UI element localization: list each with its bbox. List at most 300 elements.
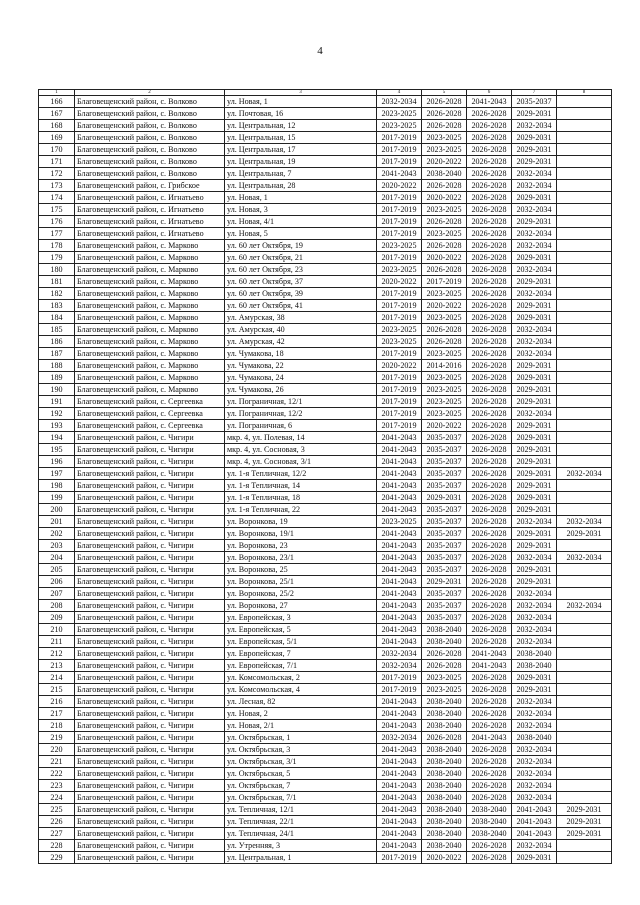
street-address-cell: ул. Лесная, 82 — [225, 696, 377, 708]
period-col-6-cell: 2026-2028 — [467, 228, 512, 240]
period-col-7-cell: 2029-2031 — [512, 156, 557, 168]
period-col-7-cell: 2038-2040 — [512, 732, 557, 744]
street-address-cell: ул. Октябрьская, 1 — [225, 732, 377, 744]
row-number-cell: 223 — [39, 780, 75, 792]
row-number-cell: 189 — [39, 372, 75, 384]
period-col-7-cell: 2029-2031 — [512, 276, 557, 288]
period-col-5-cell: 2035-2037 — [422, 528, 467, 540]
table-row — [39, 432, 612, 444]
row-number-cell: 178 — [39, 240, 75, 252]
district-settlement-cell: Благовещенский район, с. Сергеевка — [75, 420, 225, 432]
period-col-7-cell: 2029-2031 — [512, 468, 557, 480]
district-settlement-cell: Благовещенский район, с. Чигири — [75, 708, 225, 720]
row-number-cell: 184 — [39, 312, 75, 324]
period-col-6-cell: 2026-2028 — [467, 564, 512, 576]
table-row — [39, 684, 612, 696]
header-cell: 4 — [377, 90, 422, 96]
district-settlement-cell: Благовещенский район, с. Чигири — [75, 636, 225, 648]
row-number-cell: 194 — [39, 432, 75, 444]
street-address-cell: ул. Новая, 5 — [225, 228, 377, 240]
street-address-cell: ул. Европейская, 5 — [225, 624, 377, 636]
period-col-6-cell: 2026-2028 — [467, 672, 512, 684]
table-row — [39, 180, 612, 192]
district-settlement-cell: Благовещенский район, с. Чигири — [75, 768, 225, 780]
period-col-7-cell: 2029-2031 — [512, 360, 557, 372]
street-address-cell: ул. 1-я Тепличная, 22 — [225, 504, 377, 516]
district-settlement-cell: Благовещенский район, с. Волково — [75, 120, 225, 132]
period-col-7-cell: 2029-2031 — [512, 216, 557, 228]
table-row — [39, 108, 612, 120]
period-col-5-cell: 2035-2037 — [422, 456, 467, 468]
period-col-8-cell — [557, 660, 612, 672]
period-col-5-cell: 2038-2040 — [422, 720, 467, 732]
row-number-cell: 175 — [39, 204, 75, 216]
period-col-4-cell: 2041-2043 — [377, 168, 422, 180]
period-col-4-cell: 2017-2019 — [377, 672, 422, 684]
district-settlement-cell: Благовещенский район, с. Чигири — [75, 492, 225, 504]
row-number-cell: 186 — [39, 336, 75, 348]
street-address-cell: мкр. 4, ул. Сосновая, 3 — [225, 444, 377, 456]
period-col-7-cell: 2032-2034 — [512, 336, 557, 348]
period-col-4-cell: 2032-2034 — [377, 96, 422, 108]
period-col-6-cell: 2026-2028 — [467, 132, 512, 144]
period-col-7-cell: 2032-2034 — [512, 204, 557, 216]
period-col-6-cell: 2026-2028 — [467, 528, 512, 540]
street-address-cell: ул. Воронкова, 23 — [225, 540, 377, 552]
period-col-7-cell: 2032-2034 — [512, 600, 557, 612]
period-col-5-cell: 2023-2025 — [422, 408, 467, 420]
period-col-8-cell: 2032-2034 — [557, 600, 612, 612]
period-col-6-cell: 2041-2043 — [467, 648, 512, 660]
period-col-4-cell: 2041-2043 — [377, 468, 422, 480]
street-address-cell: ул. Центральная, 17 — [225, 144, 377, 156]
row-number-cell: 192 — [39, 408, 75, 420]
street-address-cell: мкр. 4, ул. Сосновая, 3/1 — [225, 456, 377, 468]
period-col-6-cell: 2038-2040 — [467, 828, 512, 840]
district-settlement-cell: Благовещенский район, с. Чигири — [75, 648, 225, 660]
street-address-cell: ул. Новая, 2/1 — [225, 720, 377, 732]
district-settlement-cell: Благовещенский район, с. Марково — [75, 300, 225, 312]
table-row — [39, 732, 612, 744]
period-col-4-cell: 2020-2022 — [377, 276, 422, 288]
period-col-7-cell: 2032-2034 — [512, 516, 557, 528]
period-col-4-cell: 2023-2025 — [377, 108, 422, 120]
row-number-cell: 216 — [39, 696, 75, 708]
period-col-4-cell: 2041-2043 — [377, 444, 422, 456]
period-col-5-cell: 2035-2037 — [422, 444, 467, 456]
street-address-cell: ул. Центральная, 19 — [225, 156, 377, 168]
row-number-cell: 199 — [39, 492, 75, 504]
district-settlement-cell: Благовещенский район, с. Марково — [75, 264, 225, 276]
period-col-8-cell — [557, 672, 612, 684]
district-settlement-cell: Благовещенский район, с. Чигири — [75, 660, 225, 672]
period-col-5-cell: 2035-2037 — [422, 564, 467, 576]
period-col-7-cell: 2029-2031 — [512, 420, 557, 432]
period-col-7-cell: 2029-2031 — [512, 852, 557, 864]
table-row — [39, 456, 612, 468]
period-col-4-cell: 2041-2043 — [377, 504, 422, 516]
period-col-5-cell: 2035-2037 — [422, 600, 467, 612]
period-col-4-cell: 2041-2043 — [377, 636, 422, 648]
period-col-8-cell — [557, 384, 612, 396]
period-col-8-cell — [557, 252, 612, 264]
street-address-cell: ул. Чумакова, 22 — [225, 360, 377, 372]
table-row — [39, 264, 612, 276]
street-address-cell: ул. 60 лет Октября, 41 — [225, 300, 377, 312]
period-col-5-cell: 2020-2022 — [422, 300, 467, 312]
period-col-5-cell: 2038-2040 — [422, 768, 467, 780]
district-settlement-cell: Благовещенский район, с. Чигири — [75, 780, 225, 792]
period-col-7-cell: 2038-2040 — [512, 660, 557, 672]
district-settlement-cell: Благовещенский район, с. Чигири — [75, 732, 225, 744]
period-col-8-cell — [557, 420, 612, 432]
street-address-cell: ул. 1-я Тепличная, 12/2 — [225, 468, 377, 480]
street-address-cell: ул. Центральная, 1 — [225, 852, 377, 864]
table-row — [39, 444, 612, 456]
period-col-5-cell: 2026-2028 — [422, 240, 467, 252]
period-col-8-cell — [557, 228, 612, 240]
table-row — [39, 384, 612, 396]
row-number-cell: 166 — [39, 96, 75, 108]
table-row — [39, 804, 612, 816]
period-col-8-cell — [557, 504, 612, 516]
period-col-6-cell: 2026-2028 — [467, 408, 512, 420]
period-col-7-cell: 2029-2031 — [512, 132, 557, 144]
district-settlement-cell: Благовещенский район, с. Чигири — [75, 456, 225, 468]
period-col-6-cell: 2026-2028 — [467, 588, 512, 600]
period-col-8-cell — [557, 324, 612, 336]
table-row — [39, 756, 612, 768]
period-col-4-cell: 2041-2043 — [377, 804, 422, 816]
table-row — [39, 492, 612, 504]
period-col-6-cell: 2041-2043 — [467, 96, 512, 108]
table-row — [39, 504, 612, 516]
header-cell: 1 — [39, 90, 75, 96]
period-col-8-cell — [557, 120, 612, 132]
street-address-cell: ул. 60 лет Октября, 37 — [225, 276, 377, 288]
period-col-6-cell: 2026-2028 — [467, 636, 512, 648]
period-col-4-cell: 2041-2043 — [377, 744, 422, 756]
period-col-6-cell: 2026-2028 — [467, 300, 512, 312]
period-col-5-cell: 2026-2028 — [422, 96, 467, 108]
period-col-8-cell — [557, 744, 612, 756]
period-col-5-cell: 2026-2028 — [422, 324, 467, 336]
table-row — [39, 324, 612, 336]
period-col-4-cell: 2041-2043 — [377, 480, 422, 492]
district-settlement-cell: Благовещенский район, с. Волково — [75, 144, 225, 156]
header-cell: 3 — [225, 90, 377, 96]
row-number-cell: 201 — [39, 516, 75, 528]
period-col-4-cell: 2041-2043 — [377, 540, 422, 552]
street-address-cell: ул. Амурская, 38 — [225, 312, 377, 324]
period-col-5-cell: 2035-2037 — [422, 552, 467, 564]
period-col-8-cell — [557, 696, 612, 708]
district-settlement-cell: Благовещенский район, с. Чигири — [75, 612, 225, 624]
street-address-cell: ул. Центральная, 15 — [225, 132, 377, 144]
district-settlement-cell: Благовещенский район, с. Марково — [75, 252, 225, 264]
period-col-8-cell: 2029-2031 — [557, 804, 612, 816]
period-col-7-cell: 2032-2034 — [512, 228, 557, 240]
district-settlement-cell: Благовещенский район, с. Сергеевка — [75, 396, 225, 408]
period-col-6-cell: 2026-2028 — [467, 168, 512, 180]
period-col-4-cell: 2017-2019 — [377, 156, 422, 168]
table-row — [39, 852, 612, 864]
period-col-4-cell: 2041-2043 — [377, 624, 422, 636]
period-col-8-cell — [557, 768, 612, 780]
district-settlement-cell: Благовещенский район, с. Грибское — [75, 180, 225, 192]
period-col-6-cell: 2026-2028 — [467, 156, 512, 168]
period-col-6-cell: 2026-2028 — [467, 504, 512, 516]
district-settlement-cell: Благовещенский район, с. Игнатьево — [75, 216, 225, 228]
table-row — [39, 132, 612, 144]
row-number-cell: 226 — [39, 816, 75, 828]
table-row — [39, 600, 612, 612]
district-settlement-cell: Благовещенский район, с. Чигири — [75, 840, 225, 852]
street-address-cell: ул. Центральная, 12 — [225, 120, 377, 132]
table-row — [39, 588, 612, 600]
period-col-6-cell: 2026-2028 — [467, 696, 512, 708]
period-col-5-cell: 2038-2040 — [422, 804, 467, 816]
period-col-4-cell: 2017-2019 — [377, 288, 422, 300]
period-col-4-cell: 2041-2043 — [377, 432, 422, 444]
table-row — [39, 780, 612, 792]
row-number-cell: 190 — [39, 384, 75, 396]
period-col-4-cell: 2041-2043 — [377, 552, 422, 564]
period-col-6-cell: 2026-2028 — [467, 144, 512, 156]
row-number-cell: 219 — [39, 732, 75, 744]
period-col-6-cell: 2026-2028 — [467, 348, 512, 360]
period-col-5-cell: 2038-2040 — [422, 744, 467, 756]
table-row — [39, 96, 612, 108]
street-address-cell: ул. Комсомольская, 4 — [225, 684, 377, 696]
period-col-5-cell: 2023-2025 — [422, 384, 467, 396]
table-row — [39, 408, 612, 420]
period-col-5-cell: 2038-2040 — [422, 756, 467, 768]
street-address-cell: ул. Новая, 4/1 — [225, 216, 377, 228]
period-col-8-cell — [557, 216, 612, 228]
table-row — [39, 348, 612, 360]
district-settlement-cell: Благовещенский район, с. Марково — [75, 324, 225, 336]
row-number-cell: 211 — [39, 636, 75, 648]
period-col-8-cell — [557, 792, 612, 804]
period-col-7-cell: 2032-2034 — [512, 324, 557, 336]
street-address-cell: ул. Октябрьская, 7 — [225, 780, 377, 792]
period-col-4-cell: 2017-2019 — [377, 420, 422, 432]
street-address-cell: ул. Новая, 1 — [225, 96, 377, 108]
street-address-cell: ул. Амурская, 42 — [225, 336, 377, 348]
period-col-8-cell — [557, 564, 612, 576]
period-col-6-cell: 2026-2028 — [467, 612, 512, 624]
table-row — [39, 288, 612, 300]
period-col-8-cell — [557, 624, 612, 636]
period-col-8-cell — [557, 540, 612, 552]
period-col-8-cell — [557, 192, 612, 204]
period-col-4-cell: 2017-2019 — [377, 396, 422, 408]
district-settlement-cell: Благовещенский район, с. Чигири — [75, 552, 225, 564]
period-col-5-cell: 2038-2040 — [422, 636, 467, 648]
district-settlement-cell: Благовещенский район, с. Чигири — [75, 468, 225, 480]
table-row — [39, 204, 612, 216]
table-row — [39, 144, 612, 156]
period-col-4-cell: 2041-2043 — [377, 564, 422, 576]
district-settlement-cell: Благовещенский район, с. Чигири — [75, 516, 225, 528]
period-col-6-cell: 2026-2028 — [467, 312, 512, 324]
period-col-8-cell: 2029-2031 — [557, 528, 612, 540]
table-row — [39, 120, 612, 132]
row-number-cell: 188 — [39, 360, 75, 372]
district-settlement-cell: Благовещенский район, с. Чигири — [75, 444, 225, 456]
period-col-4-cell: 2017-2019 — [377, 252, 422, 264]
period-col-4-cell: 2041-2043 — [377, 768, 422, 780]
row-number-cell: 180 — [39, 264, 75, 276]
period-col-8-cell — [557, 108, 612, 120]
period-col-6-cell: 2026-2028 — [467, 756, 512, 768]
row-number-cell: 185 — [39, 324, 75, 336]
period-col-4-cell: 2041-2043 — [377, 840, 422, 852]
row-number-cell: 210 — [39, 624, 75, 636]
district-settlement-cell: Благовещенский район, с. Марково — [75, 384, 225, 396]
street-address-cell: ул. Центральная, 28 — [225, 180, 377, 192]
period-col-6-cell: 2026-2028 — [467, 624, 512, 636]
row-number-cell: 183 — [39, 300, 75, 312]
period-col-8-cell — [557, 432, 612, 444]
header-cell: 6 — [467, 90, 512, 96]
period-col-7-cell: 2029-2031 — [512, 396, 557, 408]
row-number-cell: 187 — [39, 348, 75, 360]
period-col-8-cell — [557, 180, 612, 192]
period-col-5-cell: 2023-2025 — [422, 144, 467, 156]
street-address-cell: ул. Воронкова, 25/1 — [225, 576, 377, 588]
table-row — [39, 660, 612, 672]
district-settlement-cell: Благовещенский район, с. Чигири — [75, 744, 225, 756]
table-row — [39, 276, 612, 288]
period-col-5-cell: 2020-2022 — [422, 156, 467, 168]
period-col-5-cell: 2026-2028 — [422, 264, 467, 276]
period-col-4-cell: 2017-2019 — [377, 192, 422, 204]
row-number-cell: 208 — [39, 600, 75, 612]
period-col-4-cell: 2023-2025 — [377, 336, 422, 348]
district-settlement-cell: Благовещенский район, с. Чигири — [75, 540, 225, 552]
period-col-8-cell — [557, 636, 612, 648]
table-row — [39, 792, 612, 804]
period-col-6-cell: 2026-2028 — [467, 276, 512, 288]
period-col-6-cell: 2041-2043 — [467, 660, 512, 672]
header-cell: 7 — [512, 90, 557, 96]
period-col-4-cell: 2041-2043 — [377, 528, 422, 540]
period-col-7-cell: 2029-2031 — [512, 108, 557, 120]
period-col-4-cell: 2017-2019 — [377, 348, 422, 360]
period-col-6-cell: 2026-2028 — [467, 192, 512, 204]
row-number-cell: 221 — [39, 756, 75, 768]
period-col-5-cell: 2023-2025 — [422, 672, 467, 684]
period-col-6-cell: 2026-2028 — [467, 576, 512, 588]
street-address-cell: ул. Воронкова, 19/1 — [225, 528, 377, 540]
row-number-cell: 215 — [39, 684, 75, 696]
table-row — [39, 396, 612, 408]
period-col-7-cell: 2029-2031 — [512, 144, 557, 156]
street-address-cell: ул. 1-я Тепличная, 18 — [225, 492, 377, 504]
period-col-5-cell: 2026-2028 — [422, 732, 467, 744]
district-settlement-cell: Благовещенский район, с. Чигири — [75, 528, 225, 540]
street-address-cell: ул. Воронкова, 23/1 — [225, 552, 377, 564]
district-settlement-cell: Благовещенский район, с. Марково — [75, 288, 225, 300]
period-col-7-cell: 2032-2034 — [512, 780, 557, 792]
period-col-8-cell — [557, 720, 612, 732]
period-col-8-cell — [557, 456, 612, 468]
period-col-5-cell: 2029-2031 — [422, 576, 467, 588]
row-number-cell: 197 — [39, 468, 75, 480]
period-col-5-cell: 2023-2025 — [422, 312, 467, 324]
table-row — [39, 828, 612, 840]
period-col-8-cell — [557, 360, 612, 372]
period-col-6-cell: 2041-2043 — [467, 732, 512, 744]
period-col-7-cell: 2032-2034 — [512, 708, 557, 720]
street-address-cell: ул. Европейская, 7/1 — [225, 660, 377, 672]
period-col-7-cell: 2029-2031 — [512, 252, 557, 264]
period-col-7-cell: 2032-2034 — [512, 180, 557, 192]
table-row — [39, 372, 612, 384]
period-col-6-cell: 2026-2028 — [467, 108, 512, 120]
street-address-cell: ул. Октябрьская, 7/1 — [225, 792, 377, 804]
street-address-cell: ул. Европейская, 7 — [225, 648, 377, 660]
period-col-7-cell: 2029-2031 — [512, 312, 557, 324]
district-settlement-cell: Благовещенский район, с. Чигири — [75, 804, 225, 816]
district-settlement-cell: Благовещенский район, с. Чигири — [75, 432, 225, 444]
district-settlement-cell: Благовещенский район, с. Чигири — [75, 720, 225, 732]
street-address-cell: ул. 60 лет Октября, 19 — [225, 240, 377, 252]
table-row — [39, 480, 612, 492]
period-col-6-cell: 2026-2028 — [467, 768, 512, 780]
period-col-8-cell: 2029-2031 — [557, 816, 612, 828]
district-settlement-cell: Благовещенский район, с. Чигири — [75, 684, 225, 696]
period-col-6-cell: 2026-2028 — [467, 444, 512, 456]
period-col-6-cell: 2026-2028 — [467, 372, 512, 384]
table-row — [39, 468, 612, 480]
period-col-5-cell: 2035-2037 — [422, 468, 467, 480]
row-number-cell: 217 — [39, 708, 75, 720]
row-number-cell: 229 — [39, 852, 75, 864]
period-col-6-cell: 2026-2028 — [467, 288, 512, 300]
period-col-7-cell: 2029-2031 — [512, 684, 557, 696]
period-col-8-cell — [557, 168, 612, 180]
row-number-cell: 181 — [39, 276, 75, 288]
row-number-cell: 170 — [39, 144, 75, 156]
period-col-7-cell: 2041-2043 — [512, 804, 557, 816]
table-row — [39, 240, 612, 252]
table-row — [39, 576, 612, 588]
district-settlement-cell: Благовещенский район, с. Чигири — [75, 756, 225, 768]
row-number-cell: 173 — [39, 180, 75, 192]
period-col-7-cell: 2029-2031 — [512, 564, 557, 576]
period-col-8-cell — [557, 396, 612, 408]
period-col-5-cell: 2029-2031 — [422, 492, 467, 504]
period-col-5-cell: 2020-2022 — [422, 192, 467, 204]
period-col-5-cell: 2020-2022 — [422, 420, 467, 432]
period-col-8-cell — [557, 480, 612, 492]
district-settlement-cell: Благовещенский район, с. Волково — [75, 108, 225, 120]
period-col-4-cell: 2041-2043 — [377, 828, 422, 840]
period-col-7-cell: 2029-2031 — [512, 504, 557, 516]
period-col-6-cell: 2026-2028 — [467, 492, 512, 504]
period-col-7-cell: 2032-2034 — [512, 408, 557, 420]
period-col-5-cell: 2023-2025 — [422, 228, 467, 240]
district-settlement-cell: Благовещенский район, с. Марково — [75, 348, 225, 360]
period-col-4-cell: 2041-2043 — [377, 720, 422, 732]
period-col-8-cell — [557, 144, 612, 156]
period-col-6-cell: 2026-2028 — [467, 684, 512, 696]
street-address-cell: ул. 60 лет Октября, 23 — [225, 264, 377, 276]
period-col-6-cell: 2026-2028 — [467, 360, 512, 372]
